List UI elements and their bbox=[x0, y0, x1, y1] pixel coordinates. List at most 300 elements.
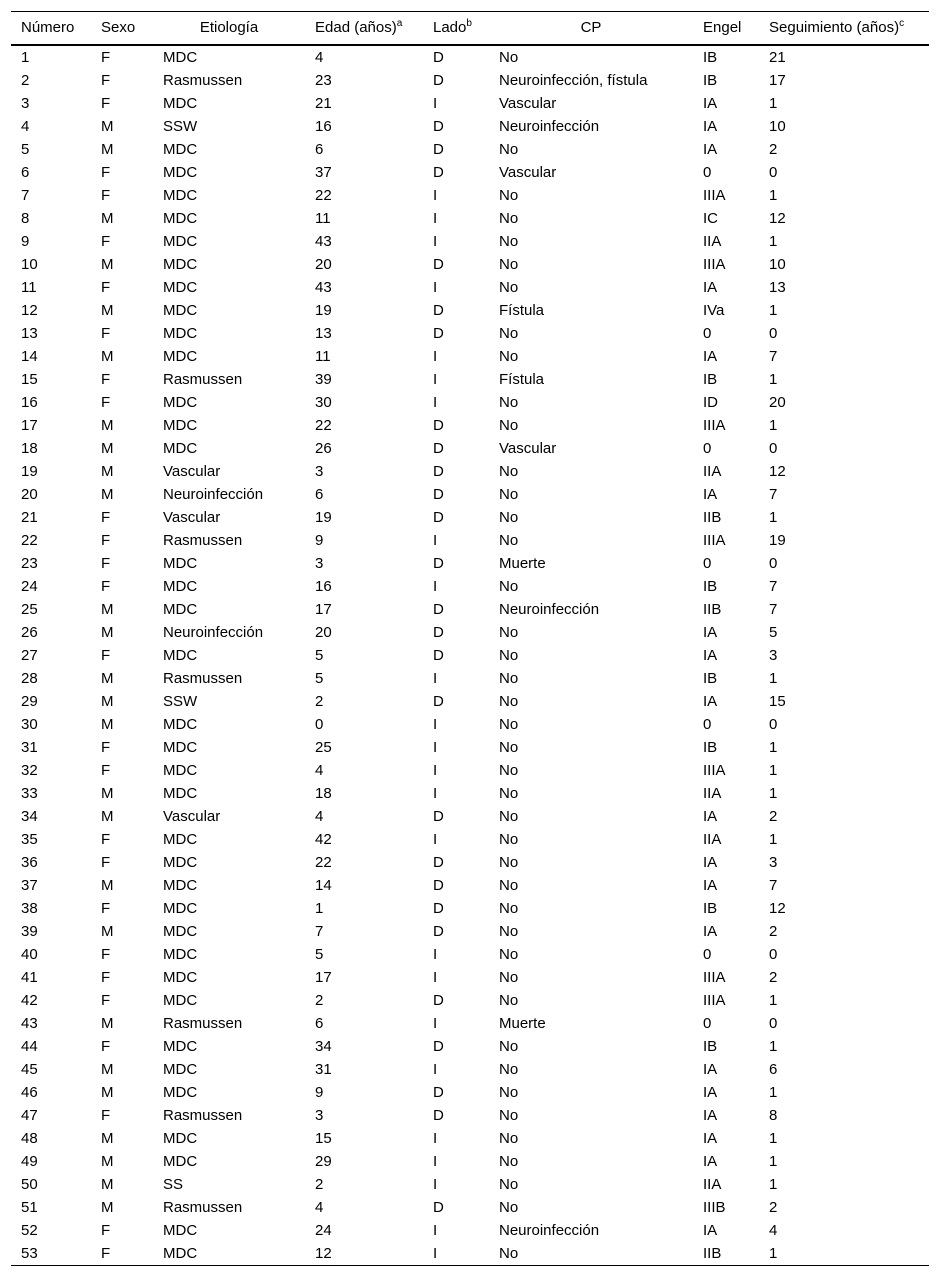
cell-cp: No bbox=[499, 1198, 519, 1216]
cell-etiologia: MDC bbox=[163, 1083, 198, 1101]
cell-lado: D bbox=[433, 508, 444, 526]
cell-etiologia: MDC bbox=[163, 738, 198, 756]
cell-edad: 22 bbox=[315, 186, 332, 204]
cell-sexo: M bbox=[101, 669, 114, 687]
cell-lado: D bbox=[433, 1037, 444, 1055]
table-row bbox=[11, 207, 929, 230]
cell-engel: 0 bbox=[703, 554, 712, 572]
cell-engel: IB bbox=[703, 370, 718, 388]
cell-engel: IA bbox=[703, 623, 718, 641]
cell-numero: 20 bbox=[21, 485, 38, 503]
cell-seguimiento: 1 bbox=[769, 738, 778, 756]
cell-seguimiento: 2 bbox=[769, 140, 778, 158]
cell-seguimiento: 1 bbox=[769, 416, 778, 434]
cell-etiologia: MDC bbox=[163, 945, 198, 963]
cell-engel: IA bbox=[703, 1083, 718, 1101]
cell-lado: D bbox=[433, 1198, 444, 1216]
cell-cp: Muerte bbox=[499, 1014, 546, 1032]
cell-seguimiento: 1 bbox=[769, 1129, 778, 1147]
table-row bbox=[11, 1173, 929, 1196]
cell-lado: D bbox=[433, 807, 444, 825]
cell-cp: Neuroinfección, fístula bbox=[499, 71, 648, 89]
cell-engel: 0 bbox=[703, 324, 712, 342]
cell-etiologia: MDC bbox=[163, 784, 198, 802]
cell-sexo: F bbox=[101, 899, 111, 917]
cell-sexo: M bbox=[101, 922, 114, 940]
cell-edad: 34 bbox=[315, 1037, 332, 1055]
cell-edad: 3 bbox=[315, 1106, 324, 1124]
cell-sexo: F bbox=[101, 508, 111, 526]
cell-sexo: M bbox=[101, 1175, 114, 1193]
cell-edad: 22 bbox=[315, 416, 332, 434]
cell-seguimiento: 8 bbox=[769, 1106, 778, 1124]
cell-cp: No bbox=[499, 899, 519, 917]
cell-cp: No bbox=[499, 945, 519, 963]
cell-numero: 41 bbox=[21, 968, 38, 986]
cell-sexo: F bbox=[101, 968, 111, 986]
cell-edad: 25 bbox=[315, 738, 332, 756]
cell-edad: 13 bbox=[315, 324, 332, 342]
cell-numero: 26 bbox=[21, 623, 38, 641]
cell-sexo: F bbox=[101, 738, 111, 756]
cell-etiologia: MDC bbox=[163, 232, 198, 250]
cell-edad: 11 bbox=[315, 209, 331, 227]
cell-lado: I bbox=[433, 830, 438, 848]
cell-sexo: M bbox=[101, 209, 114, 227]
cell-etiologia: Rasmussen bbox=[163, 669, 243, 687]
cell-edad: 3 bbox=[315, 554, 324, 572]
cell-cp: Neuroinfección bbox=[499, 1221, 600, 1239]
cell-sexo: M bbox=[101, 876, 114, 894]
cell-cp: Fístula bbox=[499, 370, 545, 388]
cell-numero: 15 bbox=[21, 370, 38, 388]
cell-numero: 29 bbox=[21, 692, 38, 710]
cell-sexo: M bbox=[101, 117, 114, 135]
cell-sexo: F bbox=[101, 94, 111, 112]
table-row bbox=[11, 483, 929, 506]
header-lado: Lado$^b$ bbox=[423, 12, 489, 45]
table-row bbox=[11, 621, 929, 644]
cell-etiologia: MDC bbox=[163, 1060, 198, 1078]
cell-sexo: F bbox=[101, 393, 111, 411]
table-row bbox=[11, 368, 929, 391]
table-row bbox=[11, 759, 929, 782]
header-engel: Engel bbox=[693, 12, 759, 45]
cell-edad: 14 bbox=[315, 876, 332, 894]
cell-numero: 35 bbox=[21, 830, 38, 848]
header-numero: Número bbox=[11, 12, 91, 45]
cell-numero: 49 bbox=[21, 1152, 38, 1170]
table-row bbox=[11, 299, 929, 322]
cell-cp: No bbox=[499, 393, 519, 411]
cell-cp: No bbox=[489, 1242, 693, 1266]
cell-cp: No bbox=[499, 876, 519, 894]
cell-lado: I bbox=[433, 186, 438, 204]
cell-lado: I bbox=[433, 1060, 438, 1078]
cell-sexo: F bbox=[101, 577, 111, 595]
cell-seguimiento: 5 bbox=[769, 623, 778, 641]
cell-lado: D bbox=[433, 255, 444, 273]
cell-edad: 5 bbox=[315, 669, 324, 687]
cell-edad: 19 bbox=[315, 508, 332, 526]
table-row bbox=[11, 460, 929, 483]
cell-engel: IA bbox=[703, 1221, 718, 1239]
cell-cp: No bbox=[499, 623, 519, 641]
cell-cp: No bbox=[499, 1152, 519, 1170]
cell-seguimiento: 10 bbox=[769, 117, 786, 135]
cell-lado: D bbox=[433, 71, 444, 89]
cell-lado: D bbox=[433, 853, 444, 871]
cell-engel: IB bbox=[703, 899, 718, 917]
cell-numero: 51 bbox=[21, 1198, 38, 1216]
cell-etiologia: SS bbox=[163, 1175, 184, 1193]
cell-sexo: F bbox=[101, 48, 111, 66]
cell-seguimiento: 20 bbox=[769, 393, 786, 411]
cell-sexo: F bbox=[101, 1221, 111, 1239]
cell-edad: 43 bbox=[315, 232, 332, 250]
cell-edad: 6 bbox=[315, 140, 324, 158]
cell-etiologia: MDC bbox=[163, 1152, 198, 1170]
cell-seguimiento: 12 bbox=[769, 899, 786, 917]
cell-etiologia: MDC bbox=[163, 324, 198, 342]
cell-lado: I bbox=[433, 669, 438, 687]
cell-edad: 2 bbox=[315, 991, 324, 1009]
cell-cp: No bbox=[499, 324, 519, 342]
cell-edad: 17 bbox=[315, 600, 332, 618]
cell-etiologia: MDC bbox=[163, 278, 198, 296]
cell-engel: IA bbox=[703, 485, 718, 503]
cell-edad: 26 bbox=[315, 439, 332, 457]
table-row bbox=[11, 851, 929, 874]
table-row bbox=[11, 92, 929, 115]
cell-lado: D bbox=[433, 439, 444, 457]
cell-seguimiento: 0 bbox=[769, 945, 778, 963]
cell-etiologia: MDC bbox=[163, 186, 198, 204]
cell-lado: D bbox=[433, 876, 444, 894]
cell-numero: 50 bbox=[21, 1175, 38, 1193]
cell-seguimiento: 1 bbox=[769, 301, 778, 319]
cell-engel: IIIA bbox=[703, 416, 726, 434]
cell-etiologia: MDC bbox=[163, 94, 198, 112]
cell-lado: D bbox=[433, 485, 444, 503]
cell-engel: IA bbox=[703, 347, 718, 365]
cell-sexo: F bbox=[101, 186, 111, 204]
cell-numero: 44 bbox=[21, 1037, 38, 1055]
cell-lado: I bbox=[433, 968, 438, 986]
cell-engel: IA bbox=[703, 1060, 718, 1078]
table-row bbox=[11, 598, 929, 621]
cell-etiologia: MDC bbox=[163, 554, 198, 572]
cell-seguimiento: 1 bbox=[769, 508, 778, 526]
cell-edad: 20 bbox=[315, 623, 332, 641]
cell-cp: No bbox=[499, 784, 519, 802]
cell-lado: I bbox=[433, 1175, 438, 1193]
cell-cp: Muerte bbox=[499, 554, 546, 572]
cell-sexo: F bbox=[101, 324, 111, 342]
cell-numero: 18 bbox=[21, 439, 38, 457]
cell-etiologia: MDC bbox=[153, 1242, 305, 1266]
cell-numero: 6 bbox=[21, 163, 30, 181]
cell-numero: 32 bbox=[21, 761, 38, 779]
cell-numero: 28 bbox=[21, 669, 38, 687]
cell-etiologia: MDC bbox=[163, 163, 198, 181]
cell-etiologia: MDC bbox=[163, 1129, 198, 1147]
cell-numero: 23 bbox=[21, 554, 38, 572]
cell-edad: 23 bbox=[315, 71, 332, 89]
cell-edad: 24 bbox=[315, 1221, 332, 1239]
cell-lado: I bbox=[433, 1014, 438, 1032]
cell-engel: IIA bbox=[703, 232, 722, 250]
cell-seguimiento: 1 bbox=[769, 991, 778, 1009]
cell-cp: Neuroinfección bbox=[499, 117, 600, 135]
cell-etiologia: MDC bbox=[163, 899, 198, 917]
cell-edad: 21 bbox=[315, 94, 332, 112]
cell-engel: IIB bbox=[693, 1242, 759, 1266]
cell-numero: 24 bbox=[21, 577, 38, 595]
table-row bbox=[11, 414, 929, 437]
cell-sexo: F bbox=[101, 163, 111, 181]
cell-numero: 33 bbox=[21, 784, 38, 802]
cell-numero: 22 bbox=[21, 531, 38, 549]
cell-seguimiento: 7 bbox=[769, 600, 778, 618]
cell-cp: No bbox=[499, 1083, 519, 1101]
header-cp: CP bbox=[489, 12, 693, 45]
cell-numero: 2 bbox=[21, 71, 30, 89]
cell-seguimiento: 21 bbox=[769, 48, 786, 66]
cell-sexo: M bbox=[101, 301, 114, 319]
cell-engel: 0 bbox=[703, 439, 712, 457]
cell-cp: No bbox=[499, 531, 519, 549]
cell-sexo: F bbox=[101, 761, 111, 779]
cell-edad: 17 bbox=[315, 968, 332, 986]
cell-engel: IA bbox=[703, 1129, 718, 1147]
cell-edad: 22 bbox=[315, 853, 332, 871]
table-row bbox=[11, 1127, 929, 1150]
cell-cp: Fístula bbox=[499, 301, 545, 319]
cell-sexo: M bbox=[101, 1198, 114, 1216]
cell-sexo: M bbox=[101, 784, 114, 802]
cell-lado: I bbox=[433, 347, 438, 365]
cell-cp: No bbox=[499, 209, 519, 227]
cell-sexo: F bbox=[101, 853, 111, 871]
cell-engel: IA bbox=[703, 646, 718, 664]
cell-seguimiento: 3 bbox=[769, 646, 778, 664]
cell-edad: 4 bbox=[315, 1198, 324, 1216]
cell-seguimiento: 4 bbox=[769, 1221, 778, 1239]
cell-edad: 12 bbox=[305, 1242, 423, 1266]
cell-numero: 52 bbox=[21, 1221, 38, 1239]
cell-engel: IIA bbox=[703, 784, 722, 802]
cell-etiologia: MDC bbox=[163, 646, 198, 664]
cell-seguimiento: 7 bbox=[769, 876, 778, 894]
cell-edad: 16 bbox=[315, 117, 332, 135]
cell-seguimiento: 0 bbox=[769, 163, 778, 181]
cell-engel: IA bbox=[703, 807, 718, 825]
cell-lado: I bbox=[433, 531, 438, 549]
cell-seguimiento: 17 bbox=[769, 71, 786, 89]
table-row bbox=[11, 437, 929, 460]
cell-etiologia: MDC bbox=[163, 439, 198, 457]
cell-numero: 19 bbox=[21, 462, 38, 480]
cell-seguimiento: 19 bbox=[769, 531, 786, 549]
cell-cp: No bbox=[499, 255, 519, 273]
cell-lado: I bbox=[433, 278, 438, 296]
cell-numero: 4 bbox=[21, 117, 30, 135]
cell-etiologia: MDC bbox=[163, 48, 198, 66]
footnote-marker-b: b bbox=[466, 18, 472, 30]
cell-etiologia: MDC bbox=[163, 577, 198, 595]
cell-lado: D bbox=[433, 623, 444, 641]
cell-etiologia: MDC bbox=[163, 209, 198, 227]
cell-engel: IA bbox=[703, 278, 718, 296]
cell-lado: D bbox=[433, 646, 444, 664]
cell-sexo: M bbox=[101, 347, 114, 365]
cell-edad: 4 bbox=[315, 48, 324, 66]
cell-engel: IIIA bbox=[703, 761, 726, 779]
cell-edad: 29 bbox=[315, 1152, 332, 1170]
footnote-marker-a: a bbox=[396, 18, 403, 30]
cell-sexo: M bbox=[101, 1060, 114, 1078]
table-row bbox=[11, 920, 929, 943]
cell-edad: 11 bbox=[315, 347, 331, 365]
cell-sexo: F bbox=[101, 646, 111, 664]
cell-sexo: F bbox=[101, 830, 111, 848]
cell-lado: I bbox=[433, 1152, 438, 1170]
cell-numero: 7 bbox=[21, 186, 30, 204]
table-row bbox=[11, 253, 929, 276]
cell-cp: No bbox=[499, 761, 519, 779]
cell-lado: D bbox=[433, 462, 444, 480]
table-row bbox=[11, 736, 929, 759]
cell-etiologia: MDC bbox=[163, 140, 198, 158]
table-row bbox=[11, 966, 929, 989]
cell-lado: D bbox=[433, 1083, 444, 1101]
cell-numero: 3 bbox=[21, 94, 30, 112]
cell-edad: 9 bbox=[315, 1083, 324, 1101]
cell-seguimiento: 7 bbox=[769, 485, 778, 503]
cell-etiologia: MDC bbox=[163, 600, 198, 618]
cell-cp: No bbox=[499, 278, 519, 296]
cell-cp: No bbox=[499, 1175, 519, 1193]
cell-sexo: F bbox=[101, 1037, 111, 1055]
cell-numero: 42 bbox=[21, 991, 38, 1009]
cell-seguimiento: 3 bbox=[769, 853, 778, 871]
table-row bbox=[11, 1242, 929, 1266]
cell-seguimiento: 1 bbox=[769, 830, 778, 848]
cell-cp: No bbox=[499, 462, 519, 480]
cell-engel: IIB bbox=[703, 600, 722, 618]
cell-lado: I bbox=[433, 761, 438, 779]
cell-engel: IA bbox=[703, 876, 718, 894]
cell-etiologia: Rasmussen bbox=[163, 71, 243, 89]
cell-seguimiento: 15 bbox=[769, 692, 786, 710]
table-row bbox=[11, 874, 929, 897]
cell-cp: No bbox=[499, 140, 519, 158]
cell-edad: 6 bbox=[315, 1014, 324, 1032]
table-row bbox=[11, 322, 929, 345]
table-row bbox=[11, 644, 929, 667]
cell-engel: 0 bbox=[703, 163, 712, 181]
cell-sexo: M bbox=[101, 1152, 114, 1170]
cell-etiologia: MDC bbox=[163, 416, 198, 434]
cell-seguimiento: 1 bbox=[769, 1083, 778, 1101]
table-row bbox=[11, 1196, 929, 1219]
cell-sexo: M bbox=[101, 1129, 114, 1147]
cell-numero: 34 bbox=[21, 807, 38, 825]
cell-sexo: M bbox=[101, 715, 114, 733]
cell-engel: IIIB bbox=[703, 1198, 726, 1216]
table-row bbox=[11, 45, 929, 69]
cell-cp: No bbox=[499, 186, 519, 204]
table-row bbox=[11, 805, 929, 828]
cell-sexo: M bbox=[101, 623, 114, 641]
cell-sexo: F bbox=[101, 945, 111, 963]
cell-engel: IB bbox=[703, 738, 718, 756]
header-row bbox=[11, 12, 929, 45]
cell-numero: 30 bbox=[21, 715, 38, 733]
cell-engel: IVa bbox=[703, 301, 725, 319]
cell-numero: 46 bbox=[21, 1083, 38, 1101]
cell-seguimiento: 0 bbox=[769, 715, 778, 733]
cell-etiologia: MDC bbox=[163, 255, 198, 273]
cell-edad: 20 bbox=[315, 255, 332, 273]
cell-etiologia: MDC bbox=[163, 853, 198, 871]
cell-etiologia: MDC bbox=[163, 876, 198, 894]
cell-numero: 10 bbox=[21, 255, 38, 273]
cell-seguimiento: 13 bbox=[769, 278, 786, 296]
cell-lado: D bbox=[433, 324, 444, 342]
cell-seguimiento: 0 bbox=[769, 324, 778, 342]
table-row bbox=[11, 529, 929, 552]
cell-seguimiento: 2 bbox=[769, 968, 778, 986]
table-row bbox=[11, 943, 929, 966]
cell-numero: 9 bbox=[21, 232, 30, 250]
cell-etiologia: Rasmussen bbox=[163, 1106, 243, 1124]
cell-edad: 3 bbox=[315, 462, 324, 480]
header-seguimiento: Seguimiento (años)$^c$ bbox=[759, 12, 929, 45]
cell-sexo: M bbox=[101, 600, 114, 618]
cell-seguimiento: 1 bbox=[769, 186, 778, 204]
cell-etiologia: MDC bbox=[163, 968, 198, 986]
cell-sexo: M bbox=[101, 140, 114, 158]
cell-numero: 47 bbox=[21, 1106, 38, 1124]
cell-numero: 27 bbox=[21, 646, 38, 664]
cell-etiologia: MDC bbox=[163, 347, 198, 365]
cell-numero: 39 bbox=[21, 922, 38, 940]
cell-etiologia: MDC bbox=[163, 761, 198, 779]
cell-numero: 37 bbox=[21, 876, 38, 894]
cell-seguimiento: 0 bbox=[769, 1014, 778, 1032]
cell-numero: 17 bbox=[21, 416, 38, 434]
cell-seguimiento: 1 bbox=[759, 1242, 929, 1266]
table-row bbox=[11, 828, 929, 851]
cell-sexo: M bbox=[101, 1083, 114, 1101]
cell-cp: Vascular bbox=[499, 163, 557, 181]
cell-lado: I bbox=[433, 577, 438, 595]
cell-etiologia: Rasmussen bbox=[163, 531, 243, 549]
cell-edad: 7 bbox=[315, 922, 324, 940]
cell-sexo: M bbox=[101, 485, 114, 503]
table-row bbox=[11, 138, 929, 161]
cell-edad: 4 bbox=[315, 761, 324, 779]
cell-engel: IA bbox=[703, 1106, 718, 1124]
cell-lado: D bbox=[433, 899, 444, 917]
cell-numero: 21 bbox=[21, 508, 38, 526]
cell-seguimiento: 1 bbox=[769, 669, 778, 687]
cell-lado: I bbox=[433, 393, 438, 411]
cell-sexo: F bbox=[101, 1106, 111, 1124]
cell-engel: IB bbox=[703, 48, 718, 66]
